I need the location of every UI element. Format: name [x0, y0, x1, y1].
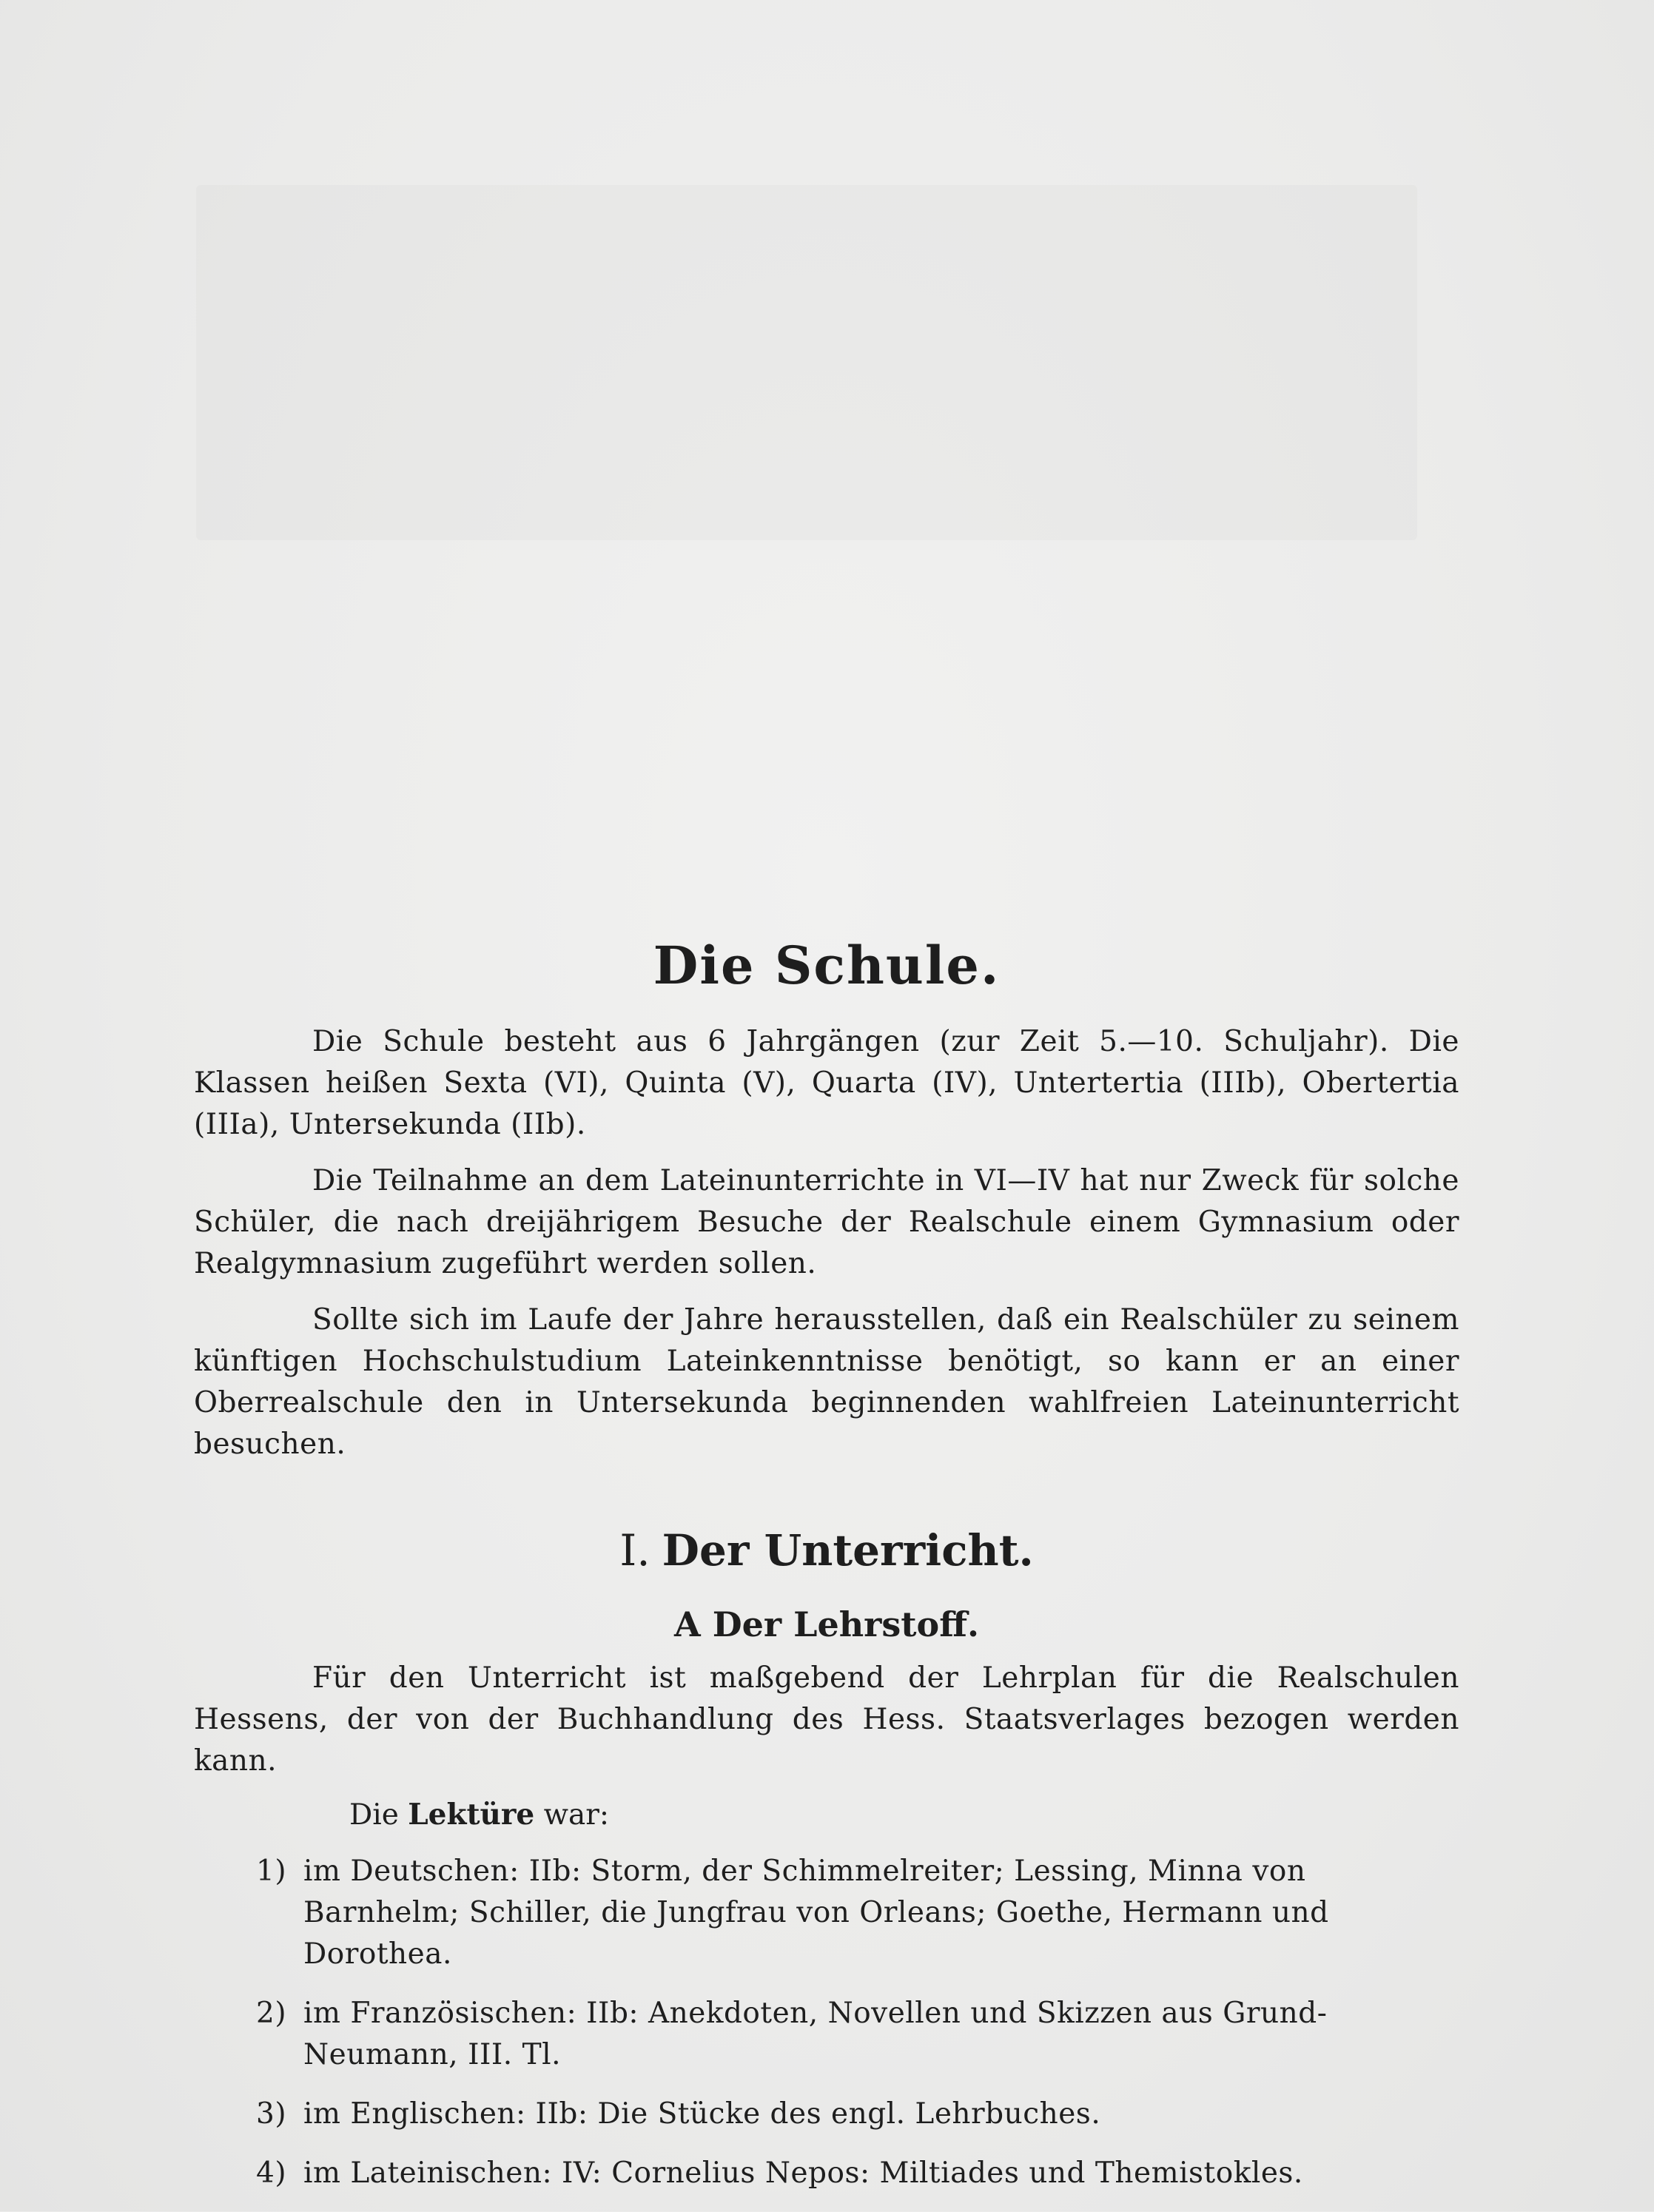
- intro-paragraph-3: Sollte sich im Laufe der Jahre herausstellen, daß ein Realschüler zu seinem künftigen Hochschulstudium Lateinkenntnisse benötigt, so kann er an einer Oberrealschule den in Untersekunda beginnenden wahlfreien Lateinunterricht besuchen.: [194, 1303, 1459, 1461]
- subsection-heading: A Der Lehrstoff.: [673, 1604, 979, 1644]
- chapter-heading: [194, 1510, 1459, 1591]
- list-item: [194, 2153, 1459, 2194]
- reading-list: [194, 1851, 1459, 2194]
- show-through-area: [196, 185, 1417, 540]
- list-item-text: im Englischen: IIb: Die Stücke des engl. Lehrbuches.: [303, 2097, 1101, 2131]
- list-item-text: im Lateinischen: IV: Cornelius Nepos: Miltiades und Themistokles.: [303, 2156, 1303, 2190]
- list-item-number: 3): [256, 2097, 287, 2131]
- list-item: [194, 1851, 1459, 1975]
- list-item-number: 2): [256, 1997, 287, 2030]
- intro-paragraph-2: Die Teilnahme an dem Lateinunterrichte in VI—IV hat nur Zweck für solche Schüler, die nach dreijährigem Besuche der Realschule einem Gymnasium oder Realgymnasium zugeführt werden sollen.: [194, 1164, 1459, 1280]
- list-item-number: 4): [256, 2156, 287, 2190]
- list-item-text: im Deutschen: IIb: Storm, der Schimmelreiter; Lessing, Minna von Barnhelm; Schiller, die Jungfrau von Orleans; Goethe, Hermann und Dorothea.: [303, 1855, 1329, 1971]
- section-title: Die Schule.: [653, 935, 1001, 996]
- list-item-text: im Französischen: IIb: Anekdoten, Novellen und Skizzen aus Grund-Neumann, III. Tl.: [303, 1997, 1328, 2071]
- lekture-word: Lektüre: [408, 1798, 535, 1832]
- lekture-prefix: Die: [349, 1798, 399, 1832]
- list-item-number: 1): [256, 1855, 287, 1888]
- page-content: [194, 925, 1459, 2212]
- lekture-suffix: war:: [543, 1798, 610, 1832]
- chapter-number: I.: [619, 1525, 650, 1576]
- lehrplan-paragraph: Für den Unterricht ist maßgebend der Lehrplan für die Realschulen Hessens, der von der Buchhandlung des Hess. Staatsverlages bezogen werden kann.: [194, 1661, 1459, 1778]
- lekture-line: [194, 1794, 1459, 1836]
- list-item: [194, 1993, 1459, 2076]
- chapter-title: Der Unterricht.: [662, 1525, 1034, 1576]
- intro-paragraph-1: Die Schule besteht aus 6 Jahrgängen (zur Zeit 5.—10. Schuljahr). Die Klassen heißen Sexta (VI), Quinta (V), Quarta (IV), Untertertia (IIIb), Obertertia (IIIa), Untersekunda (IIb).: [194, 1025, 1459, 1141]
- list-item: [194, 2094, 1459, 2135]
